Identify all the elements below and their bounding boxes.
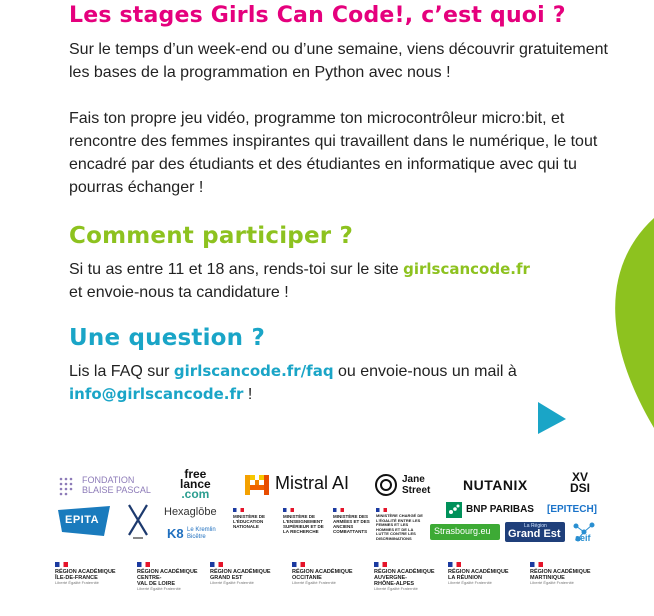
section-title-what: Les stages Girls Can Code!, c’est quoi ? bbox=[69, 3, 566, 28]
xv-dsi-line1: XV bbox=[572, 470, 589, 484]
region-la-reunion-logo bbox=[448, 562, 520, 586]
region-label: RÉGION ACADÉMIQUE bbox=[374, 569, 435, 575]
motto-text: Liberté Égalité Fraternité bbox=[448, 580, 492, 585]
french-flag-icon bbox=[333, 508, 344, 512]
question-text-before: Lis la FAQ sur bbox=[69, 363, 174, 380]
question-text-middle: ou envoie-nous un mail à bbox=[333, 363, 517, 380]
region-ile-de-france-logo bbox=[55, 562, 127, 586]
region-label: RÉGION ACADÉMIQUE bbox=[292, 569, 353, 575]
region-name: GRAND EST bbox=[210, 575, 243, 581]
email-link[interactable]: info@girlscancode.fr bbox=[69, 385, 244, 403]
kb-monogram-icon: K8 bbox=[167, 526, 184, 541]
french-flag-icon bbox=[55, 562, 68, 567]
freelance-line2: lance bbox=[180, 477, 211, 491]
blue-triangle-decoration bbox=[536, 400, 568, 436]
x-icon bbox=[127, 503, 149, 541]
french-flag-icon bbox=[374, 562, 387, 567]
green-leaf-decoration bbox=[590, 218, 654, 428]
question-text-after: ! bbox=[243, 386, 253, 403]
section-title-how: Comment participer ? bbox=[69, 223, 354, 249]
dots-icon bbox=[58, 476, 78, 496]
kremlin-line1: Le Kremlin bbox=[187, 527, 216, 533]
region-name-line2: VAL DE LOIRE bbox=[137, 581, 175, 587]
motto-text: Liberté Égalité Fraternité bbox=[55, 580, 99, 585]
freelance-line1: free bbox=[184, 467, 207, 481]
participation-text-before: Si tu as entre 11 et 18 ans, rends-toi sur le site bbox=[69, 261, 404, 278]
motto-text: Liberté Égalité Fraternité bbox=[374, 586, 418, 591]
region-name-line2: RHÔNE-ALPES bbox=[374, 581, 415, 587]
xv-dsi-line2: DSI bbox=[570, 481, 591, 495]
ministry-armed-forces-logo bbox=[333, 508, 379, 534]
ministry-higher-education-logo bbox=[283, 508, 329, 534]
epita-text: EPITA bbox=[65, 514, 100, 526]
freelance-logo bbox=[180, 469, 211, 499]
strasbourg-logo bbox=[430, 524, 500, 540]
xv-dsi-logo bbox=[570, 472, 590, 494]
bnp-text: BNP PARIBAS bbox=[466, 504, 534, 515]
region-auvergne-rhone-alpes-logo bbox=[374, 562, 446, 592]
french-flag-icon bbox=[283, 508, 294, 512]
region-name: CENTRE- bbox=[137, 575, 162, 581]
ministry-education-text: MINISTÈRE DE L'ÉDUCATION NATIONALE bbox=[233, 514, 266, 529]
region-label: RÉGION ACADÉMIQUE bbox=[530, 569, 591, 575]
region-name: MARTINIQUE bbox=[530, 575, 565, 581]
bnp-stars-icon bbox=[446, 502, 462, 518]
ministry-higher-education-text: MINISTÈRE DE L'ENSEIGNEMENT SUPÉRIEUR ET DE LA RECHERCHE bbox=[283, 514, 324, 534]
grand-est-logo bbox=[505, 522, 565, 542]
region-name: LA RÉUNION bbox=[448, 575, 483, 581]
region-name: ÎLE-DE-FRANCE bbox=[55, 575, 98, 581]
motto-text: Liberté Égalité Fraternité bbox=[530, 580, 574, 585]
aeif-logo bbox=[572, 522, 598, 547]
region-label: RÉGION ACADÉMIQUE bbox=[137, 569, 198, 575]
french-flag-icon bbox=[292, 562, 305, 567]
website-link[interactable]: girlscancode.fr bbox=[403, 260, 530, 278]
french-flag-icon bbox=[210, 562, 223, 567]
fondation-line1: FONDATION bbox=[82, 475, 135, 485]
epitech-logo: [EPITECH] bbox=[547, 504, 597, 515]
section-title-question: Une question ? bbox=[69, 325, 265, 351]
ministry-equality-logo bbox=[376, 508, 426, 541]
jane-street-circle-icon bbox=[375, 474, 397, 496]
grand-est-small-text: La Région bbox=[524, 523, 547, 529]
participation-paragraph bbox=[69, 258, 609, 304]
french-flag-icon bbox=[448, 562, 461, 567]
region-name: OCCITANIE bbox=[292, 575, 322, 581]
freelance-line3: .com bbox=[181, 487, 210, 501]
question-paragraph bbox=[69, 360, 609, 406]
french-flag-icon bbox=[233, 508, 244, 512]
region-centre-val-de-loire-logo bbox=[137, 562, 209, 592]
mistral-text: Mistral AI bbox=[275, 473, 350, 493]
region-occitanie-logo bbox=[292, 562, 364, 586]
intro-paragraph: Sur le temps d’un week-end ou d’une semaine, viens découvrir gratuitement les bases de la programmation en Python avec nous ! bbox=[69, 41, 608, 81]
region-label: RÉGION ACADÉMIQUE bbox=[55, 569, 116, 575]
ministry-education-logo bbox=[233, 508, 279, 529]
fondation-line2: BLAISE PASCAL bbox=[82, 485, 151, 495]
region-label: RÉGION ACADÉMIQUE bbox=[210, 569, 271, 575]
motto-text: Liberté Égalité Fraternité bbox=[137, 586, 181, 591]
mistral-m-icon bbox=[245, 475, 269, 495]
region-martinique-logo bbox=[530, 562, 602, 586]
region-grand-est-logo bbox=[210, 562, 282, 586]
french-flag-icon bbox=[376, 508, 387, 512]
region-label: RÉGION ACADÉMIQUE bbox=[448, 569, 509, 575]
grand-est-text: Grand Est bbox=[508, 528, 561, 540]
region-name: AUVERGNE- bbox=[374, 575, 408, 581]
strasbourg-text: Strasbourg.eu bbox=[434, 526, 491, 536]
french-flag-icon bbox=[137, 562, 150, 567]
french-flag-icon bbox=[530, 562, 543, 567]
details-paragraph: Fais ton propre jeu vidéo, programme ton microcontrôleur micro:bit, et rencontre des femmes inspirantes qui travaillent dans le numérique, le tout encadré par des étudiants et des étudiantes en informatique avec qui tu pourras échanger ! bbox=[69, 110, 598, 196]
polytechnique-logo bbox=[127, 503, 149, 546]
ministry-armed-forces-text: MINISTÈRE DES ARMÉES ET DES ANCIENS COMBATTANTS bbox=[333, 514, 370, 534]
jane-street-line2: Street bbox=[402, 485, 431, 496]
nutanix-logo: NUTANIX bbox=[463, 477, 528, 493]
jane-street-line1: Jane bbox=[402, 474, 425, 485]
participation-text-after: et envoie-nous ta candidature ! bbox=[69, 284, 289, 301]
hexaglobe-logo: Hexaglōbe bbox=[164, 506, 217, 518]
motto-text: Liberté Égalité Fraternité bbox=[292, 580, 336, 585]
motto-text: Liberté Égalité Fraternité bbox=[210, 580, 254, 585]
ministry-equality-text: MINISTÈRE CHARGÉ DE L'ÉGALITÉ ENTRE LES FEMMES ET LES HOMMES ET DE LA LUTTE CONTRE LES DISCRIMINATIONS bbox=[376, 513, 423, 541]
kremlin-line2: Bicêtre bbox=[187, 534, 206, 540]
aeif-text: aeif bbox=[575, 533, 591, 543]
faq-link[interactable]: girlscancode.fr/faq bbox=[173, 362, 334, 380]
